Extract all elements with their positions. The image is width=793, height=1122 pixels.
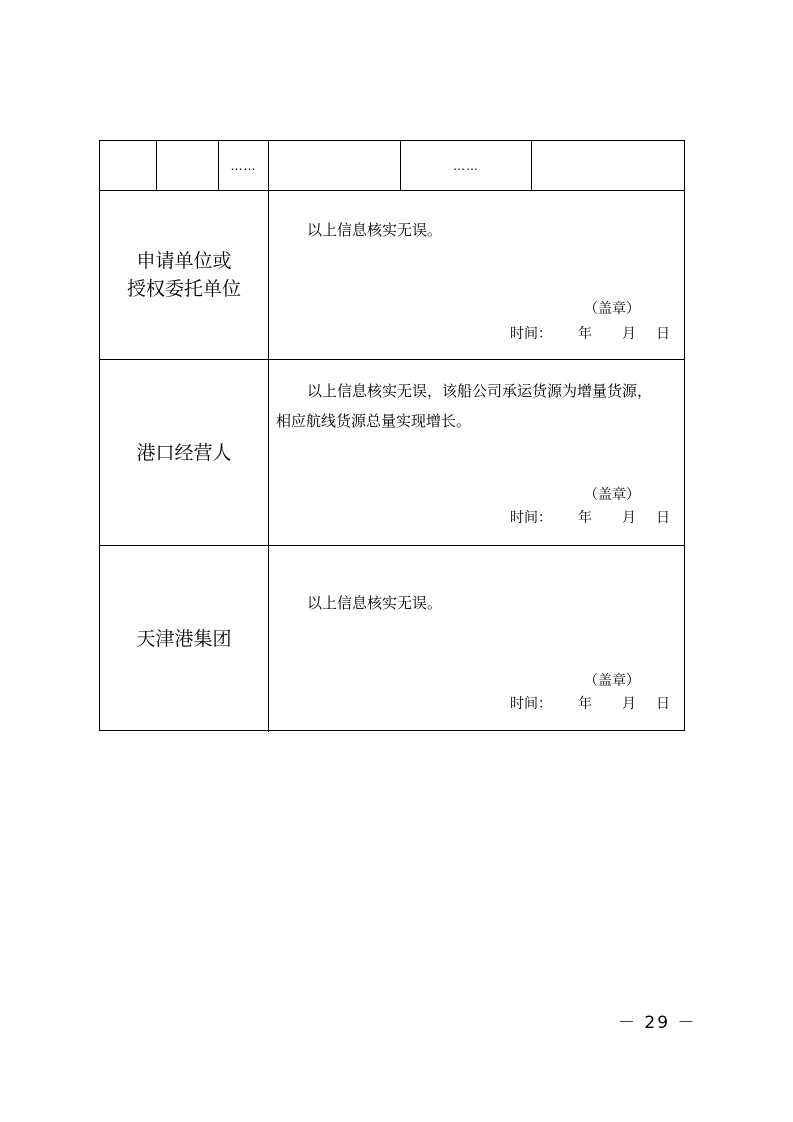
- time-label: 时间：: [510, 510, 552, 526]
- statement-text: 以上信息核实无误。: [307, 221, 443, 239]
- header-ellipsis-cell-2: [401, 141, 531, 190]
- statement-text: 以上信息核实无误。: [307, 594, 443, 612]
- label-line: 授权委托单位: [126, 278, 241, 300]
- year-label: 年: [578, 696, 592, 712]
- row-label-port-operator: 港口经营人: [136, 441, 232, 464]
- month-label: 月: [622, 696, 636, 712]
- statement-text: 以上信息核实无误，该船公司承运货源为增量货源， 相应航线货源总量实现增长。: [276, 382, 653, 430]
- day-label: 日: [656, 326, 670, 342]
- time-line: [510, 693, 670, 713]
- column-divider: [156, 141, 157, 190]
- day-label: 日: [656, 510, 670, 526]
- day-label: 日: [656, 696, 670, 712]
- year-label: 年: [578, 510, 592, 526]
- time-line: [510, 323, 670, 343]
- row-label-applicant: [100, 191, 268, 359]
- ellipsis-text: ……: [453, 158, 479, 173]
- time-line: [510, 507, 670, 527]
- month-label: 月: [622, 326, 636, 342]
- label-line: 申请单位或: [136, 250, 232, 272]
- seal-label: （盖章）: [584, 301, 640, 317]
- ellipsis-text: ……: [230, 158, 257, 173]
- verification-table: [99, 140, 685, 731]
- month-label: 月: [622, 510, 636, 526]
- year-label: 年: [578, 326, 592, 342]
- time-label: 时间：: [510, 696, 552, 712]
- page-number: － 29 －: [618, 1013, 697, 1033]
- seal-label: （盖章）: [584, 487, 640, 503]
- header-ellipsis-cell-1: [219, 141, 268, 190]
- seal-label: （盖章）: [584, 673, 640, 689]
- row-label-tianjin-port-group: 天津港集团: [136, 627, 232, 650]
- time-label: 时间：: [510, 326, 552, 342]
- column-divider: [531, 141, 532, 190]
